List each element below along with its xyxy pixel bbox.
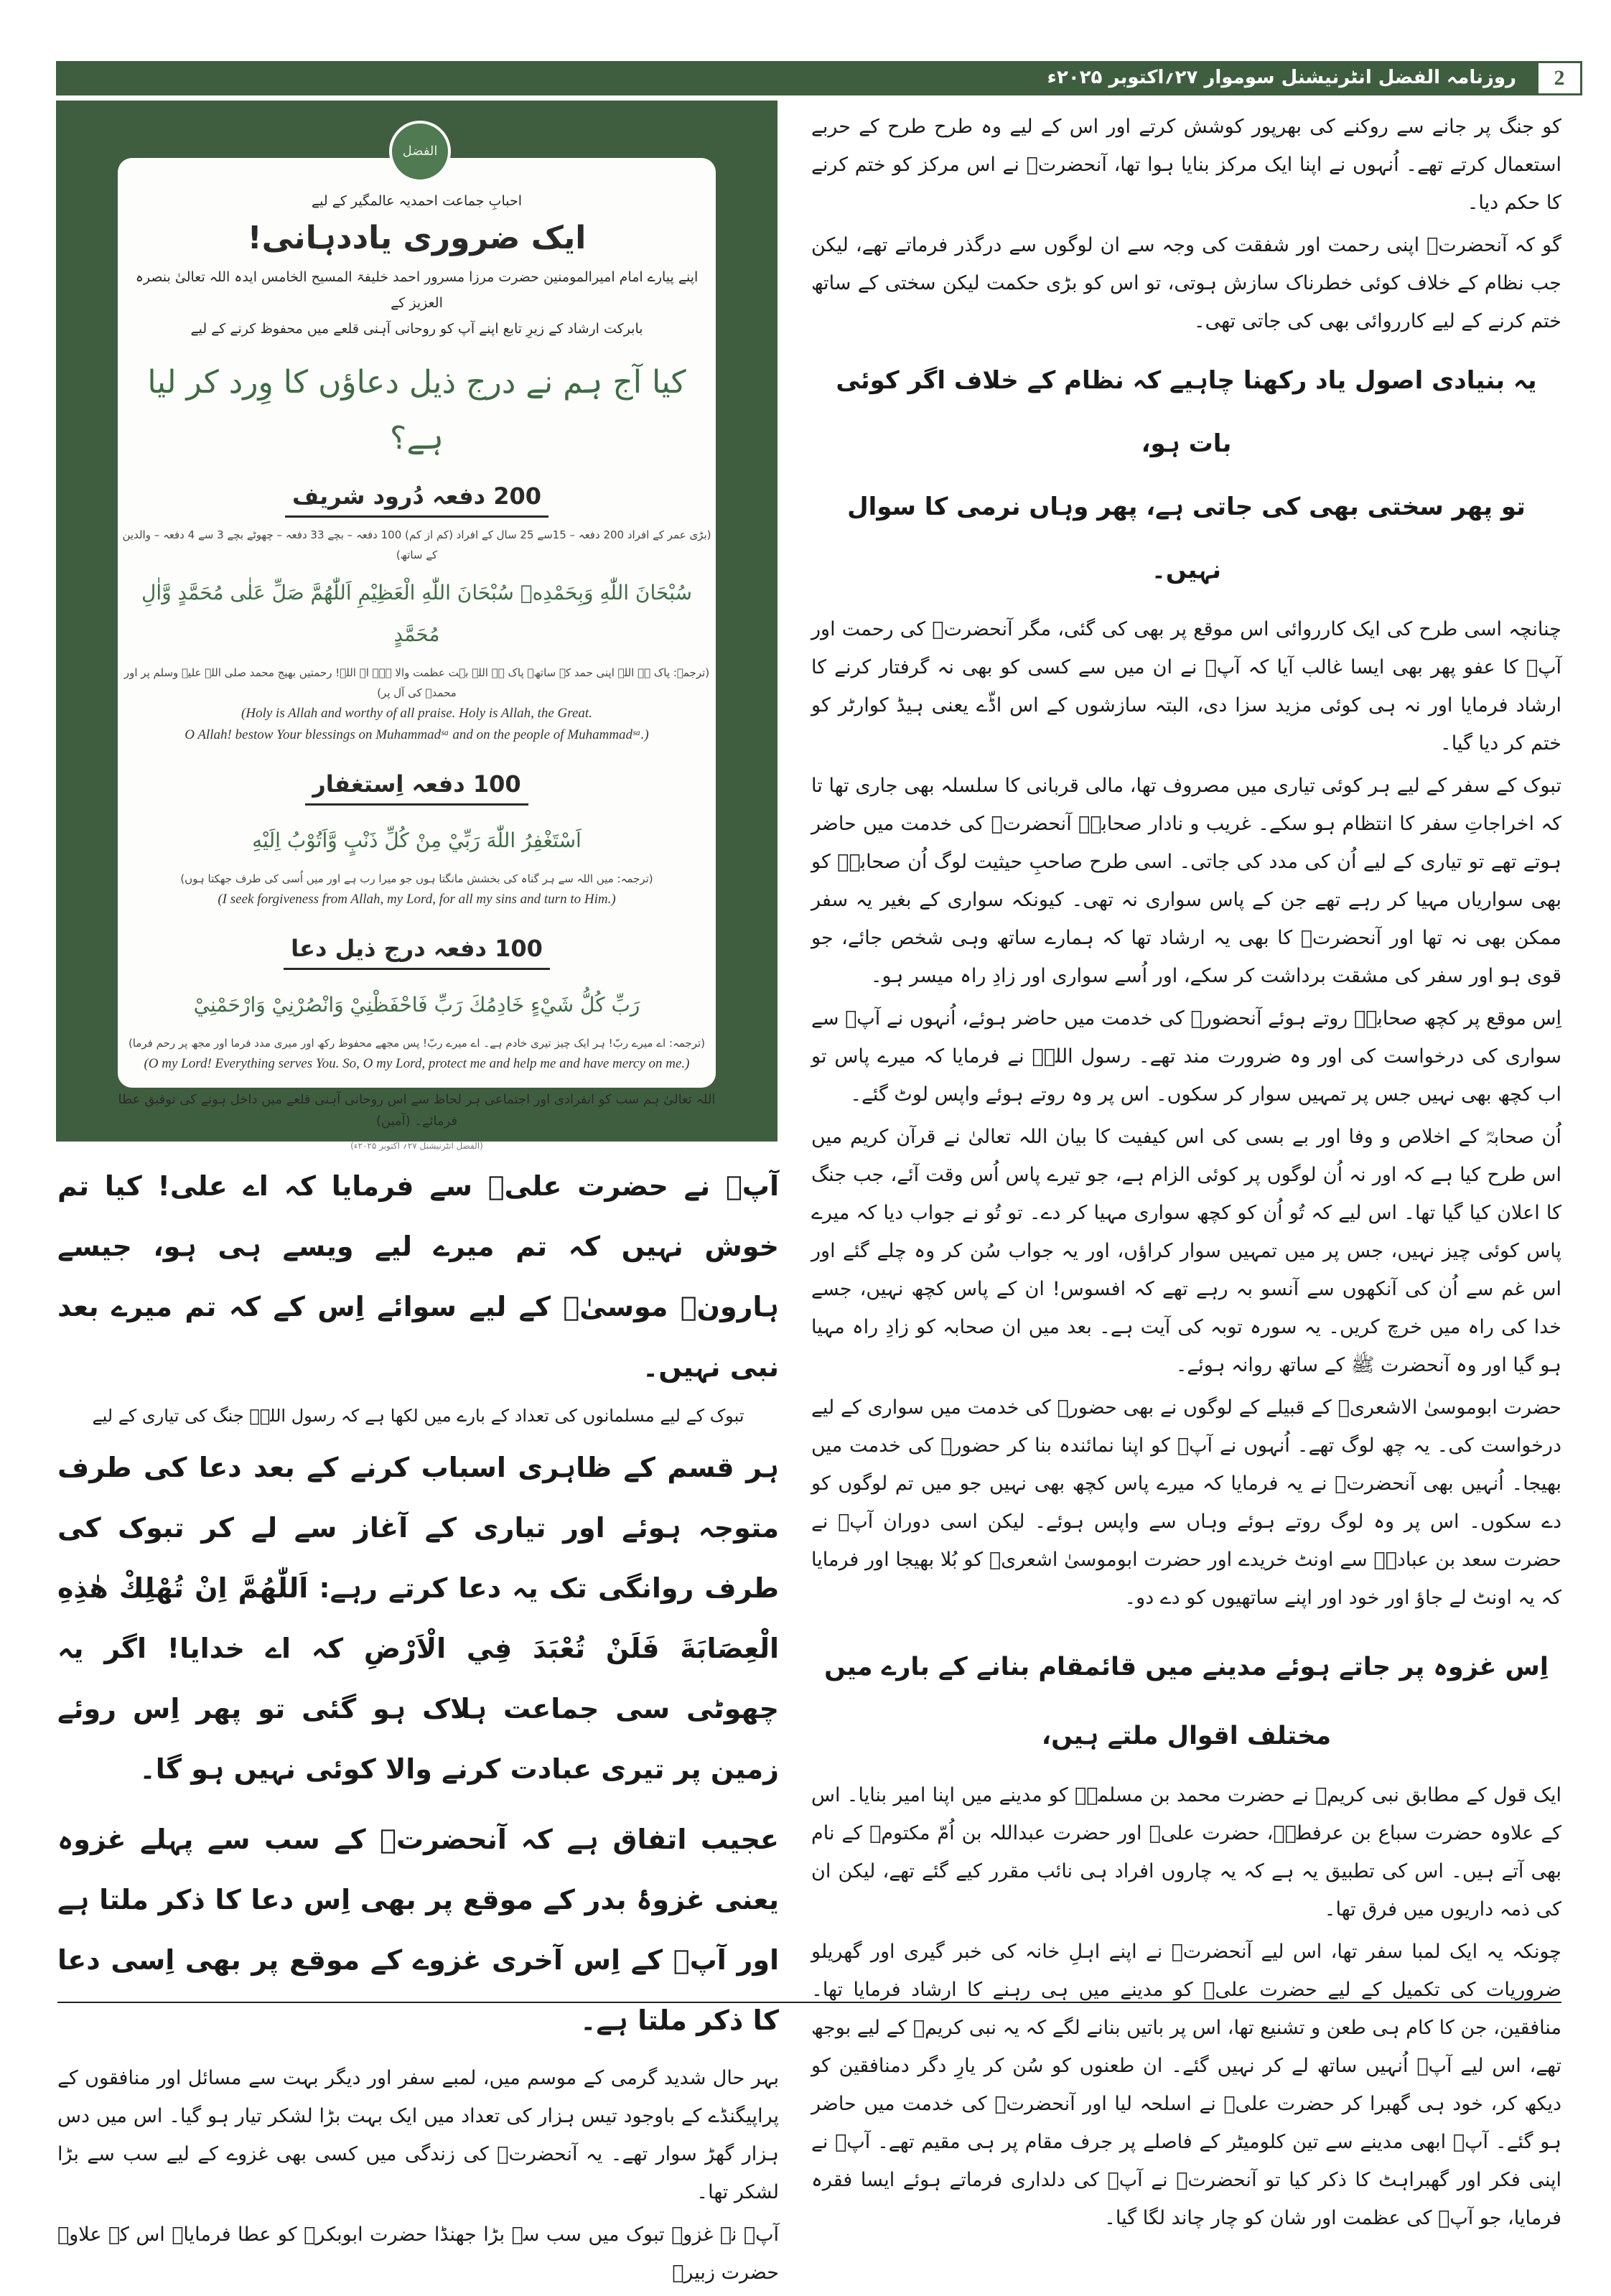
section-heading	[811, 1633, 1561, 1770]
section-heading-line: اِس غزوہ پر جاتے ہوئے مدینے میں قائمقام بنانے کے بارے میں	[824, 1653, 1549, 1681]
english-translation: (Holy is Allah and worthy of all praise. Holy is Allah, the Great.	[241, 706, 592, 721]
card-intro: احبابِ جماعت احمدیہ عالمگیر کے لیے	[312, 193, 522, 209]
english-translation: (O my Lord! Everything serves You. So, O my Lord, protect me and help me and have mercy on me.)	[144, 1056, 690, 1071]
alfazl-seal: الفضل	[389, 121, 451, 182]
paragraph: آپؐ نے غزوۂ تبوک میں سب سے بڑا جھنڈا حضرت ابوبکرؓ کو عطا فرمایا۔ اس کے علاوہ حضرت زبیرؓ	[57, 2223, 779, 2284]
bottom-rule	[57, 2002, 1561, 2003]
highlight-quote: ہر قسم کے ظاہری اسباب کرنے کے بعد دعا کی طرف متوجہ ہوئے اور تیاری کے آغاز سے لے کر تبوک کی طرف روانگی تک یہ دعا کرتے رہے: اَللّٰهُمَّ اِنْ تُهْلِكْ هٰذِهِ الْعِصَابَةَ فَلَنْ تُعْبَدَ فِي الْاَرْضِ کہ اے خدایا! اگر یہ چھوٹی سی جماعت ہلاک ہو گئی تو پھر اِس روئے زمین پر تیری عبادت کرنے والا کوئی نہیں ہو گا۔	[57, 1452, 779, 1785]
newspaper-title: روزنامہ الفضل انٹرنیشنل سوموار ۲۷؍اکتوبر ۲۰۲۵ء	[1047, 67, 1516, 88]
section-heading-line: مختلف اقوال ملتے ہیں،	[1041, 1722, 1332, 1750]
paragraph: گو کہ آنحضرتؐ اپنی رحمت اور شفقت کی وجہ سے ان لوگوں سے درگذر فرماتے تھے، لیکن جب نظام کے خلاف کوئی خطرناک سازش ہوتی، تو اس کو بڑی حکمت لیکن سختی کے ساتھ ختم کرنے کے لیے کارروائی بھی کی جاتی تھی۔	[811, 234, 1561, 332]
highlight-quote: عجیب اتفاق ہے کہ آنحضرتؐ کے سب سے پہلے غزوہ یعنی غزوۂ بدر کے موقع پر بھی اِس دعا کا ذکر ملتا ہے اور آپؐ کے اِس آخری غزوے کے موقع پر بھی اِسی دعا کا ذکر ملتا ہے۔	[57, 1824, 779, 2036]
arabic-prayer: سُبْحَانَ اللّٰهِ وَبِحَمْدِهٖ سُبْحَانَ اللّٰهِ الْعَظِيْمِ اَللّٰهُمَّ صَلِّ عَلٰى مُحَمَّدٍ وَّاٰلِ مُحَمَّدٍ	[141, 581, 692, 646]
reminder-panel	[56, 101, 778, 1151]
right-column	[811, 108, 1561, 2241]
pull-quote	[811, 349, 1561, 602]
pull-quote-line: تو پھر سختی بھی کی جاتی ہے، پھر وہاں نرمی کا سوال نہیں۔	[847, 493, 1526, 584]
section-note: (بڑی عمر کے افراد 200 دفعہ – 15سے 25 سال کے افراد (کم از کم) 100 دفعہ – بچے 33 دفعہ – چھوٹے بچے 3 سے 4 دفعہ – والدین کے ساتھ)	[122, 528, 711, 561]
paragraph: ایک قول کے مطابق نبی کریمؐ نے حضرت محمد بن مسلمہؓ کو مدینے میں اپنا امیر بنایا۔ اس کے علاوہ حضرت سباع بن عرفطہؓ، حضرت علیؓ اور حضرت عبداللہ بن اُمّ مکتومؓ کے نام بھی آتے ہیں۔ اس کی تطبیق یہ ہے کہ یہ چاروں افراد ہی نائب مقرر کیے گئے تھے، لیکن ان کی ذمہ داریوں میں فرق تھا۔	[811, 1784, 1561, 1921]
paragraph: اِس موقع پر کچھ صحابہؓ روتے ہوئے آنحضورؐ کی خدمت میں حاضر ہوئے، اُنہوں نے آپؐ سے سواری کی درخواست کی اور وہ ضرورت مند تھے۔ رسول اللہؐ نے فرمایا کہ میرے پاس تو اب کچھ بھی نہیں جس پر تمہیں سوار کر سکوں۔ اس پر وہ روتے ہوئے واپس لوٹ گئے۔	[811, 1007, 1561, 1106]
paragraph: چنانچہ اسی طرح کی ایک کارروائی اس موقع پر بھی کی گئی، مگر آنحضرتؐ کی رحمت اور آپؐ کا عفو پھر بھی ایسا غالب آیا کہ آپؐ نے ان میں سے کسی کو بھی نہ گرفتار کرنے کا ارشاد فرمایا اور نہ ہی کوئی مزید سزا دی، البتہ سازشوں کے اس اڈّے یعنی ہیڈ کوارٹر کو ختم کر دیا گیا۔	[811, 618, 1561, 755]
urdu-translation: (ترجمہ: میں اللہ سے ہر گناہ کی بخشش مانگتا ہوں جو میرا رب ہے اور میں اُسی کی طرف جھکتا ہوں)	[180, 872, 653, 885]
page-number: 2	[1536, 61, 1582, 95]
section-heading: 100 دفعہ اِستغفار	[305, 765, 528, 806]
card-question: کیا آج ہم نے درج ذیل دعاؤں کا وِرد کر لیا ہے؟	[147, 364, 686, 457]
card-section-durood	[118, 471, 716, 746]
card-section-dua	[118, 923, 716, 1075]
paragraph: حضرت ابوموسیٰ الاشعریؓ کے قبیلے کے لوگوں نے بھی حضورؐ کی خدمت میں سواری کے لیے درخواست کی۔ یہ چھ لوگ تھے۔ اُنہوں نے آپؐ کو اپنا نمائندہ بنا کر حضورؐ کی خدمت میں بھیجا۔ اُنہیں بھی آنحضرتؐ نے یہ فرمایا کہ میرے پاس کچھ بھی نہیں جو میں تم لوگوں کو دے سکوں۔ اس پر وہ لوگ روتے ہوئے وہاں سے واپس ہوئے۔ لیکن اسی دوران آپؐ نے حضرت سعد بن عبادہؓ سے اونٹ خریدے اور حضرت ابوموسیٰ اشعریؓ کو بُلا بھیجا اور فرمایا کہ یہ اونٹ لے جاؤ اور خود اور اپنے ساتھیوں کو دے دو۔	[811, 1396, 1561, 1609]
section-heading: 200 دفعہ دُرود شریف	[285, 477, 548, 518]
reminder-card	[118, 144, 716, 1151]
header-bar	[56, 61, 1545, 95]
card-instruction: بابرکت ارشاد کے زیرِ تابع اپنے آپ کو روحانی آہنی قلعے میں محفوظ کرنے کے لیے	[190, 321, 643, 337]
paragraph: چونکہ یہ ایک لمبا سفر تھا، اس لیے آنحضرتؐ نے اپنے اہلِ خانہ کی خبر گیری اور گھریلو ضروریات کی تکمیل کے لیے حضرت علیؓ کو مدینے میں ہی رہنے کا ارشاد فرمایا تھا۔ منافقین، جن کا کام ہی طعن و تشنیع تھا، اس پر باتیں بنانے لگے کہ یہ نبی کریمؐ کے لیے بوجھ تھے، اس لیے آپؐ اُنہیں ساتھ لے کر نہیں گئے۔ ان طعنوں کو سُن کر یارِ دگر دمنافقین کو دیکھ کر، خود ہی گھبرا کر حضرت علیؓ نے اسلحہ لیا اور آنحضرتؐ کی خدمت میں حاضر ہو گئے۔ آپؐ ابھی مدینے سے تین کلومیٹر کے فاصلے پر جرف مقام پر ہی مقیم تھے۔ آپؐ نے اپنی فکر اور گھبراہٹ کا ذکر کیا تو آنحضرتؐ نے آپؓ کی دلداری فرماتے ہوئے ایسا فقرہ فرمایا، جو آپؓ کی عظمت اور شان کو چار چاند لگا گیا۔	[811, 1941, 1561, 2229]
left-column	[57, 1156, 779, 2296]
english-translation: (I seek forgiveness from Allah, my Lord, for all my sins and turn to Him.)	[218, 892, 616, 907]
card-reference: (الفضل انٹرنیشنل ۲۷؍ اکتوبر ۲۰۲۵ء)	[350, 1141, 483, 1151]
card-closing: اللہ تعالیٰ ہم سب کو انفرادی اور اجتماعی ہر لحاظ سے اس روحانی آہنی قلعے میں داخل ہونے کی توفیق عطا فرمائے۔ (آمین)	[118, 1092, 716, 1129]
paragraph: کو جنگ پر جانے سے روکنے کی بھرپور کوشش کرتے اور اس کے لیے وہ طرح طرح کے حربے استعمال کرتے تھے۔ اُنہوں نے اپنا ایک مرکز بنایا ہوا تھا، آنحضرتؐ نے اس مرکز کو ختم کرنے کا حکم دیا۔	[811, 116, 1561, 214]
arabic-prayer: رَبِّ كُلُّ شَيْءٍ خَادِمُكَ رَبِّ فَاحْفَظْنِيْ وَانْصُرْنِيْ وَارْحَمْنِيْ	[193, 993, 640, 1017]
paragraph: اُن صحابہؓ کے اخلاص و وفا اور بے بسی کی اس کیفیت کا بیان اللہ تعالیٰ نے قرآن کریم میں اس طرح کیا ہے کہ اور نہ اُن لوگوں پر کوئی الزام ہے، جو تیرے پاس اُس وقت آئے، جب جنگ کا اعلان کیا گیا تھا۔ اس لیے کہ تُو اُن کو کچھ سواری مہیا کر دے۔ تو تُو نے جواب دیا کہ میرے پاس کوئی چیز نہیں، جس پر میں تمہیں سوار کراؤں، اور یہ جواب سُن کر وہ چلے گئے اور اس غم سے اُن کی آنکھوں سے آنسو بہ رہے تھے کہ افسوس! ان کے پاس کچھ نہیں، جسے خدا کی راہ میں خرچ کریں۔ یہ سورہ توبہ کی آیت ہے۔ بعد میں ان صحابہ کو زادِ راہ مہیا ہو گیا اور وہ آنحضرت ﷺ کے ساتھ روانہ ہوئے۔	[811, 1126, 1561, 1376]
card-section-istighfar	[118, 759, 716, 910]
section-heading: 100 دفعہ درج ذیل دعا	[284, 929, 550, 970]
paragraph: بہر حال شدید گرمی کے موسم میں، لمبے سفر اور دیگر بہت سے مسائل اور منافقوں کے پراپیگنڈے کے باوجود تیس ہزار کی تعداد میں ایک بہت بڑا لشکر تیار ہو گیا۔ اس میں دس ہزار گھڑ سوار تھے۔ یہ آنحضرتؐ کی زندگی میں کسی بھی غزوے کے لیے سب سے بڑا لشکر تھا۔	[57, 2067, 779, 2203]
highlight-quote: آپؐ نے حضرت علیؓ سے فرمایا کہ اے علی! کیا تم خوش نہیں کہ تم میرے لیے ویسے ہی ہو، جیسے ہارونؑ موسیٰؑ کے لیے سوائے اِس کے کہ تم میرے بعد نبی نہیں۔	[57, 1170, 779, 1383]
english-translation: O Allah! bestow Your blessings on Muhammadˢᵃ and on the people of Muhammadˢᵃ.)	[185, 727, 649, 742]
card-title: ایک ضروری یاددہانی!	[247, 220, 587, 256]
arabic-prayer: اَسْتَغْفِرُ اللّٰهَ رَبِّيْ مِنْ كُلِّ ذَنْبٍ وَّاَتُوْبُ اِلَيْهِ	[252, 829, 582, 852]
card-instruction: اپنے پیارے امام امیرالمومنین حضرت مرزا مسرور احمد خلیفۃ المسیح الخامس ایدہ اللہ تعالیٰ بنصرہ العزیز کے	[135, 269, 699, 311]
urdu-translation: (ترجمہ: پاک ہے اللہ اپنی حمد کے ساتھ۔ پاک ہے اللہ بہت عظمت والا ہے۔ اے اللہ! رحمتیں بھیج محمد صلی اللہ علیہ وسلم پر اور محمدؐ کی آل پر)	[123, 666, 710, 699]
pull-quote-line: یہ بنیادی اصول یاد رکھنا چاہیے کہ نظام کے خلاف اگر کوئی بات ہو،	[836, 366, 1537, 458]
paragraph: تبوک کے لیے مسلمانوں کی تعداد کے بارے میں لکھا ہے کہ رسول اللہؐ جنگ کی تیاری کے لیے	[92, 1406, 744, 1426]
urdu-translation: (ترجمہ: اے میرے ربّ! ہر ایک چیز تیری خادم ہے۔ اے میرے ربّ! پس مجھے محفوظ رکھ اور میری مدد فرما اور مجھ پر رحم فرما)	[128, 1037, 706, 1050]
paragraph: تبوک کے سفر کے لیے ہر کوئی تیاری میں مصروف تھا، مالی قربانی کا سلسلہ بھی جاری تھا تا کہ اخراجاتِ سفر کا انتظام ہو سکے۔ غریب و نادار صحابہؓ آنحضرتؐ کی خدمت میں حاضر ہوتے تھے تو تیاری کے لیے اُن کی مدد کی جاتی۔ اسی طرح صاحبِ حیثیت لوگ اُن صحابہؓ کو بھی سواریاں مہیا کر رہے تھے جن کے پاس سواری نہ تھی۔ کیونکہ سواری کے بغیر یہ سفر ممکن بھی نہ تھا اور آنحضرتؐ کا بھی یہ ارشاد تھا کہ ہمارے ساتھ وہی شخص جائے، جو قوی ہو اور سفر کی مشقت برداشت کر سکے، اور اُسے سواری اور زادِ راہ میسر ہو۔	[811, 775, 1561, 987]
